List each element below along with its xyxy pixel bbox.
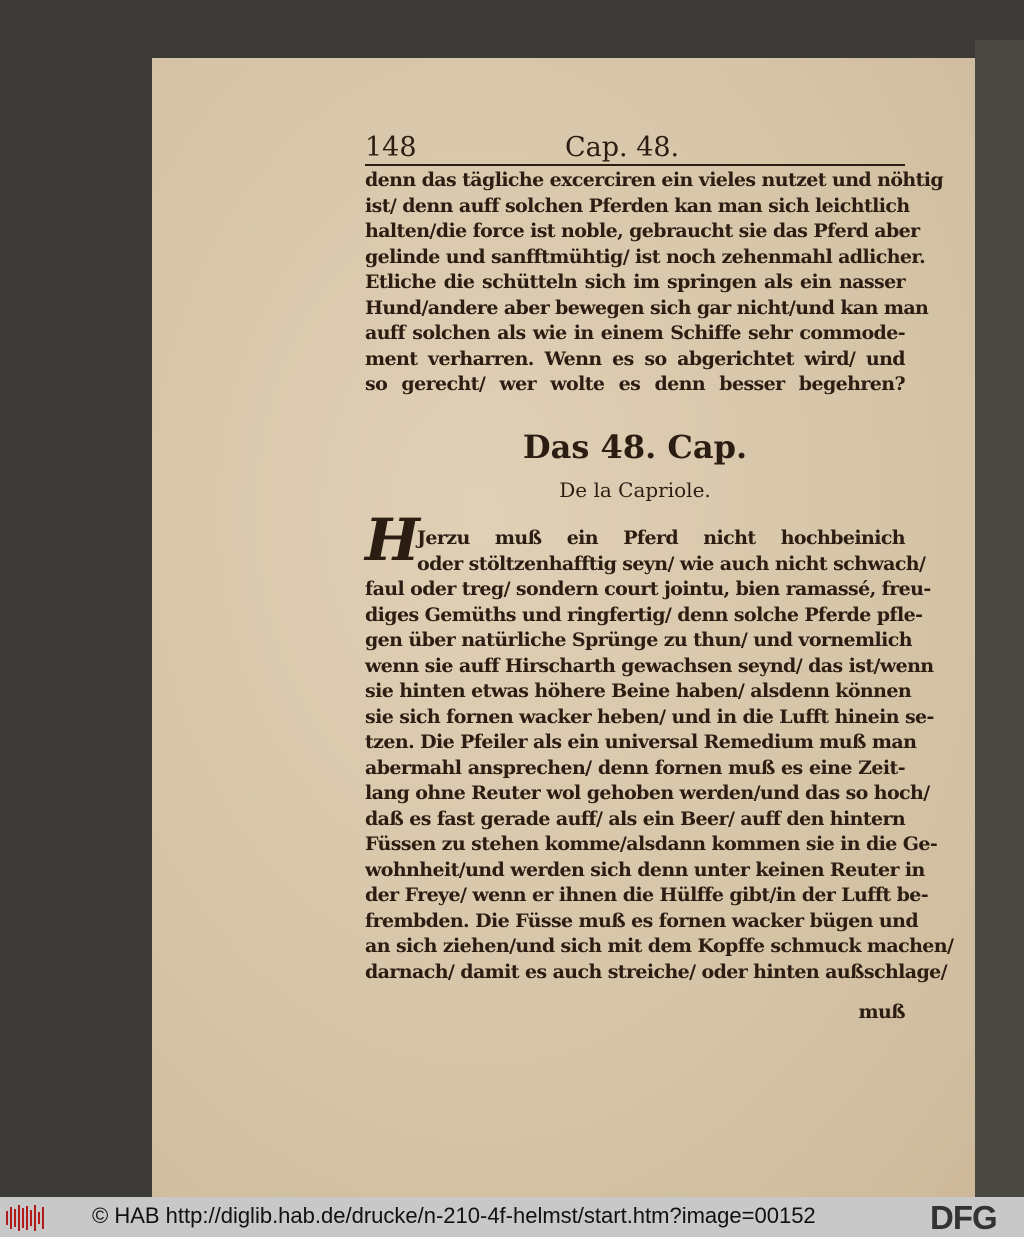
dfg-logo: DFG <box>930 1199 997 1236</box>
text-line: abermahl ansprechen/ denn fornen muß es eine Zeit- <box>365 756 905 779</box>
text-line: Etliche die schütteln sich im springen als ein nasser <box>365 271 905 293</box>
copyright-link[interactable]: © HAB http://diglib.hab.de/drucke/n-210-4f-helmst/start.htm?image=00152 <box>92 1203 816 1228</box>
text-line: halten/die force ist noble, gebraucht sie das Pferd aber <box>365 220 920 242</box>
text-line: Jerzu muß ein Pferd nicht hochbeinich <box>417 527 905 549</box>
text-line: wohnheit/und werden sich denn unter keinen Reuter in <box>365 858 925 881</box>
text-line: tzen. Die Pfeiler als ein universal Remedium muß man <box>365 731 917 753</box>
text-line: frembden. Die Füsse muß es fornen wacker bügen und <box>365 909 919 932</box>
text-line: ist/ denn auff solchen Pferden kan man sich leichtlich <box>365 194 910 217</box>
text-line: diges Gemüths und ringfertig/ denn solche Pferde pfle- <box>365 603 923 626</box>
running-header <box>365 132 905 166</box>
chapter-subtitle: De la Capriole. <box>559 478 711 502</box>
chapter-heading: Das 48. Cap. <box>522 428 748 466</box>
text-line: darnach/ damit es auch streiche/ oder hinten außschlage/ <box>365 960 948 983</box>
text-line: denn das tägliche excerciren ein vieles nutzet und nöhtig <box>365 169 944 191</box>
scanner-edge <box>975 40 1024 1197</box>
running-head: Cap. 48. <box>565 132 680 163</box>
text-line: Hund/andere aber bewegen sich gar nicht/und kan man <box>365 296 929 319</box>
text-line: an sich ziehen/und sich mit dem Kopffe schmuck machen/ <box>365 935 954 957</box>
text-line: sie sich fornen wacker heben/ und in die Lufft hinein se- <box>365 705 934 728</box>
text-line: der Freye/ wenn er ihnen die Hülffe gibt/in der Lufft be- <box>365 884 929 906</box>
text-line: faul oder treg/ sondern court jointu, bien ramassé, freu- <box>365 578 931 600</box>
text-block-top <box>365 168 944 398</box>
text-line: oder stöltzenhafftig seyn/ wie auch nicht schwach/ <box>417 552 926 575</box>
text-block-main <box>365 526 954 985</box>
text-line: wenn sie auff Hirscharth gewachsen seynd/ das ist/wenn <box>365 654 934 677</box>
catchword: muß <box>858 1001 905 1023</box>
footer-bar <box>0 1197 1024 1237</box>
text-line: sie hinten etwas höhere Beine haben/ alsdenn können <box>365 680 912 702</box>
text-line: so gerecht/ wer wolte es denn besser begehren? <box>365 373 905 395</box>
hab-logo-icon <box>6 1205 48 1231</box>
drop-cap: H <box>365 506 420 574</box>
page-number: 148 <box>365 132 417 163</box>
text-line: gen über natürliche Sprünge zu thun/ und vornemlich <box>365 629 912 651</box>
text-line: gelinde und sanfftmühtig/ ist noch zehenmahl adlicher. <box>365 245 926 268</box>
text-line: Füssen zu stehen komme/alsdann kommen sie in die Ge- <box>365 833 938 855</box>
text-line: ment verharren. Wenn es so abgerichtet wird/ und <box>365 347 905 370</box>
text-line: auff solchen als wie in einem Schiffe sehr commode- <box>365 322 905 344</box>
text-line: daß es fast gerade auff/ als ein Beer/ auff den hintern <box>365 807 906 830</box>
text-line: lang ohne Reuter wol gehoben werden/und das so hoch/ <box>365 782 930 804</box>
book-page <box>152 58 975 1197</box>
